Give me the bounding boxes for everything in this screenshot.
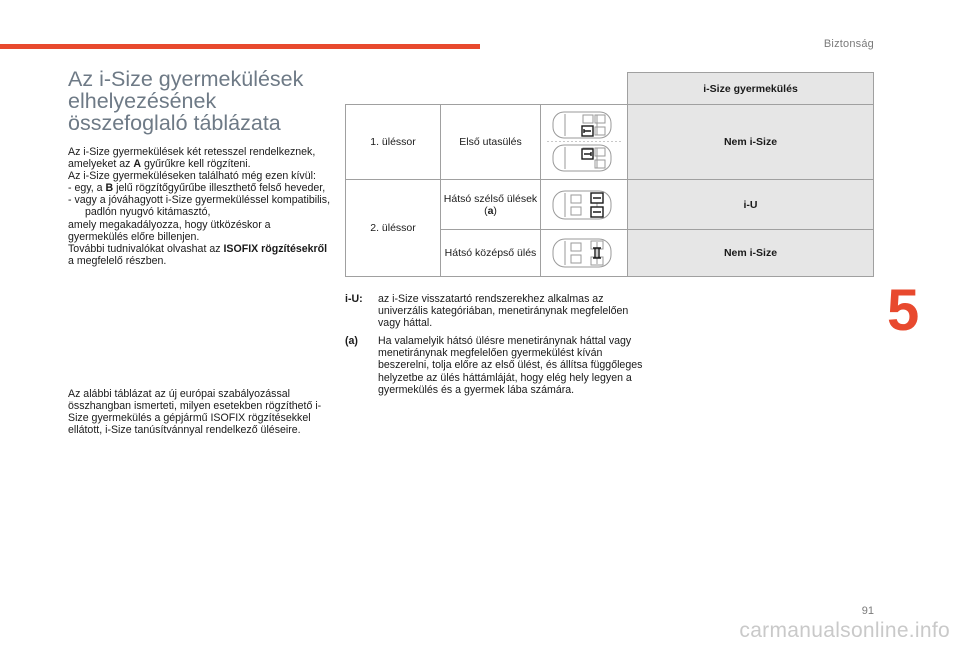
intro-text (68, 146, 333, 267)
table-notes (345, 293, 645, 402)
text-run: További tudnivalókat olvashat az (68, 242, 224, 255)
top-accent-bar (0, 44, 480, 49)
anchor-label: B (105, 182, 114, 195)
table-description (68, 388, 333, 436)
description-paragraph: Az alábbi táblázat az új európai szabályozással összhangban ismerteti, milyen esetekben rögzíthető i-Size gyermekülés a gépjármű ISOFIX rögzítésekkel ellátott, i-Size tanúsítvánnyal rendelkező üléseire. (68, 388, 322, 437)
note-text: Ha valamelyik hátsó ülésre menetiránynak háttal vagy menetiránynak megfelelően gyermekülést kíván beszerelni, tolja előre az első ülést, és állítsa függőleges helyzetbe az ülés háttámláját, hogy elég hely legyen a gyermekülés és a gyermek lába számára. (378, 335, 643, 396)
note-text: az i-Size visszatartó rendszerekhez alkalmas az univerzális kategóriában, menetiránynak megfelelően vagy háttal. (378, 293, 629, 330)
page-number: 91 (861, 605, 874, 617)
seat-label: Első utasülés (441, 105, 541, 180)
row-label: 2. üléssor (346, 180, 441, 277)
text-run: jelű rögzítőgyűrűbe illeszthető felső heveder, (113, 182, 326, 195)
compatibility-value: i-U (628, 180, 874, 230)
car-rear-center-seat-icon (541, 230, 628, 277)
note-item (345, 293, 645, 329)
table-header-row (346, 73, 874, 105)
row-label: 1. üléssor (346, 105, 441, 180)
title-line: elhelyezésének (68, 89, 217, 113)
text-run: Hátsó szélső ülések ( (443, 192, 538, 217)
page-title (68, 68, 338, 134)
text-run: - egy, a (68, 182, 106, 195)
compatibility-value: Nem i-Size (628, 105, 874, 180)
section-label: Biztonság (823, 38, 874, 50)
text-run: Az i-Size gyermekülések két retesszel rendelkeznek, amelyeket az (68, 146, 316, 171)
column-header: i-Size gyermekülés (628, 73, 874, 105)
intro-paragraph (68, 243, 333, 267)
isize-summary-table (345, 72, 874, 277)
text-run: gyűrűkre kell rögzíteni. (141, 158, 251, 171)
text-run: ) (493, 204, 497, 217)
seat-label: Hátsó középső ülés (441, 230, 541, 277)
table-row (346, 105, 874, 180)
intro-paragraph (68, 146, 333, 170)
note-key: (a) (345, 335, 358, 348)
footnote-marker: a (487, 204, 494, 217)
intro-paragraph: Az i-Size gyermeküléseken található még ezen kívül: (68, 170, 316, 183)
note-item (345, 335, 645, 395)
seat-label (441, 180, 541, 230)
title-line: Az i-Size gyermekülések (68, 67, 304, 91)
list-item (68, 182, 333, 194)
reference-label: ISOFIX rögzítésekről (223, 242, 328, 255)
table-corner (346, 73, 628, 105)
chapter-number: 5 (887, 278, 920, 343)
car-front-seat-icon (541, 105, 628, 180)
anchor-label: A (133, 158, 142, 171)
title-line: összefoglaló táblázata (68, 111, 281, 135)
intro-paragraph: amely megakadályozza, hogy ütközéskor a gyermekülés előre billenjen. (68, 218, 271, 243)
list-item: - vagy a jóváhagyott i-Size gyermeküléssel kompatibilis, padlón nyugvó kitámasztó, (68, 194, 331, 219)
watermark: carmanualsonline.info (739, 619, 950, 642)
text-run: a megfelelő részben. (68, 254, 167, 267)
compatibility-value: Nem i-Size (628, 230, 874, 277)
table-row (346, 180, 874, 230)
note-key: i-U: (345, 293, 363, 305)
car-rear-outer-seats-icon (541, 180, 628, 230)
